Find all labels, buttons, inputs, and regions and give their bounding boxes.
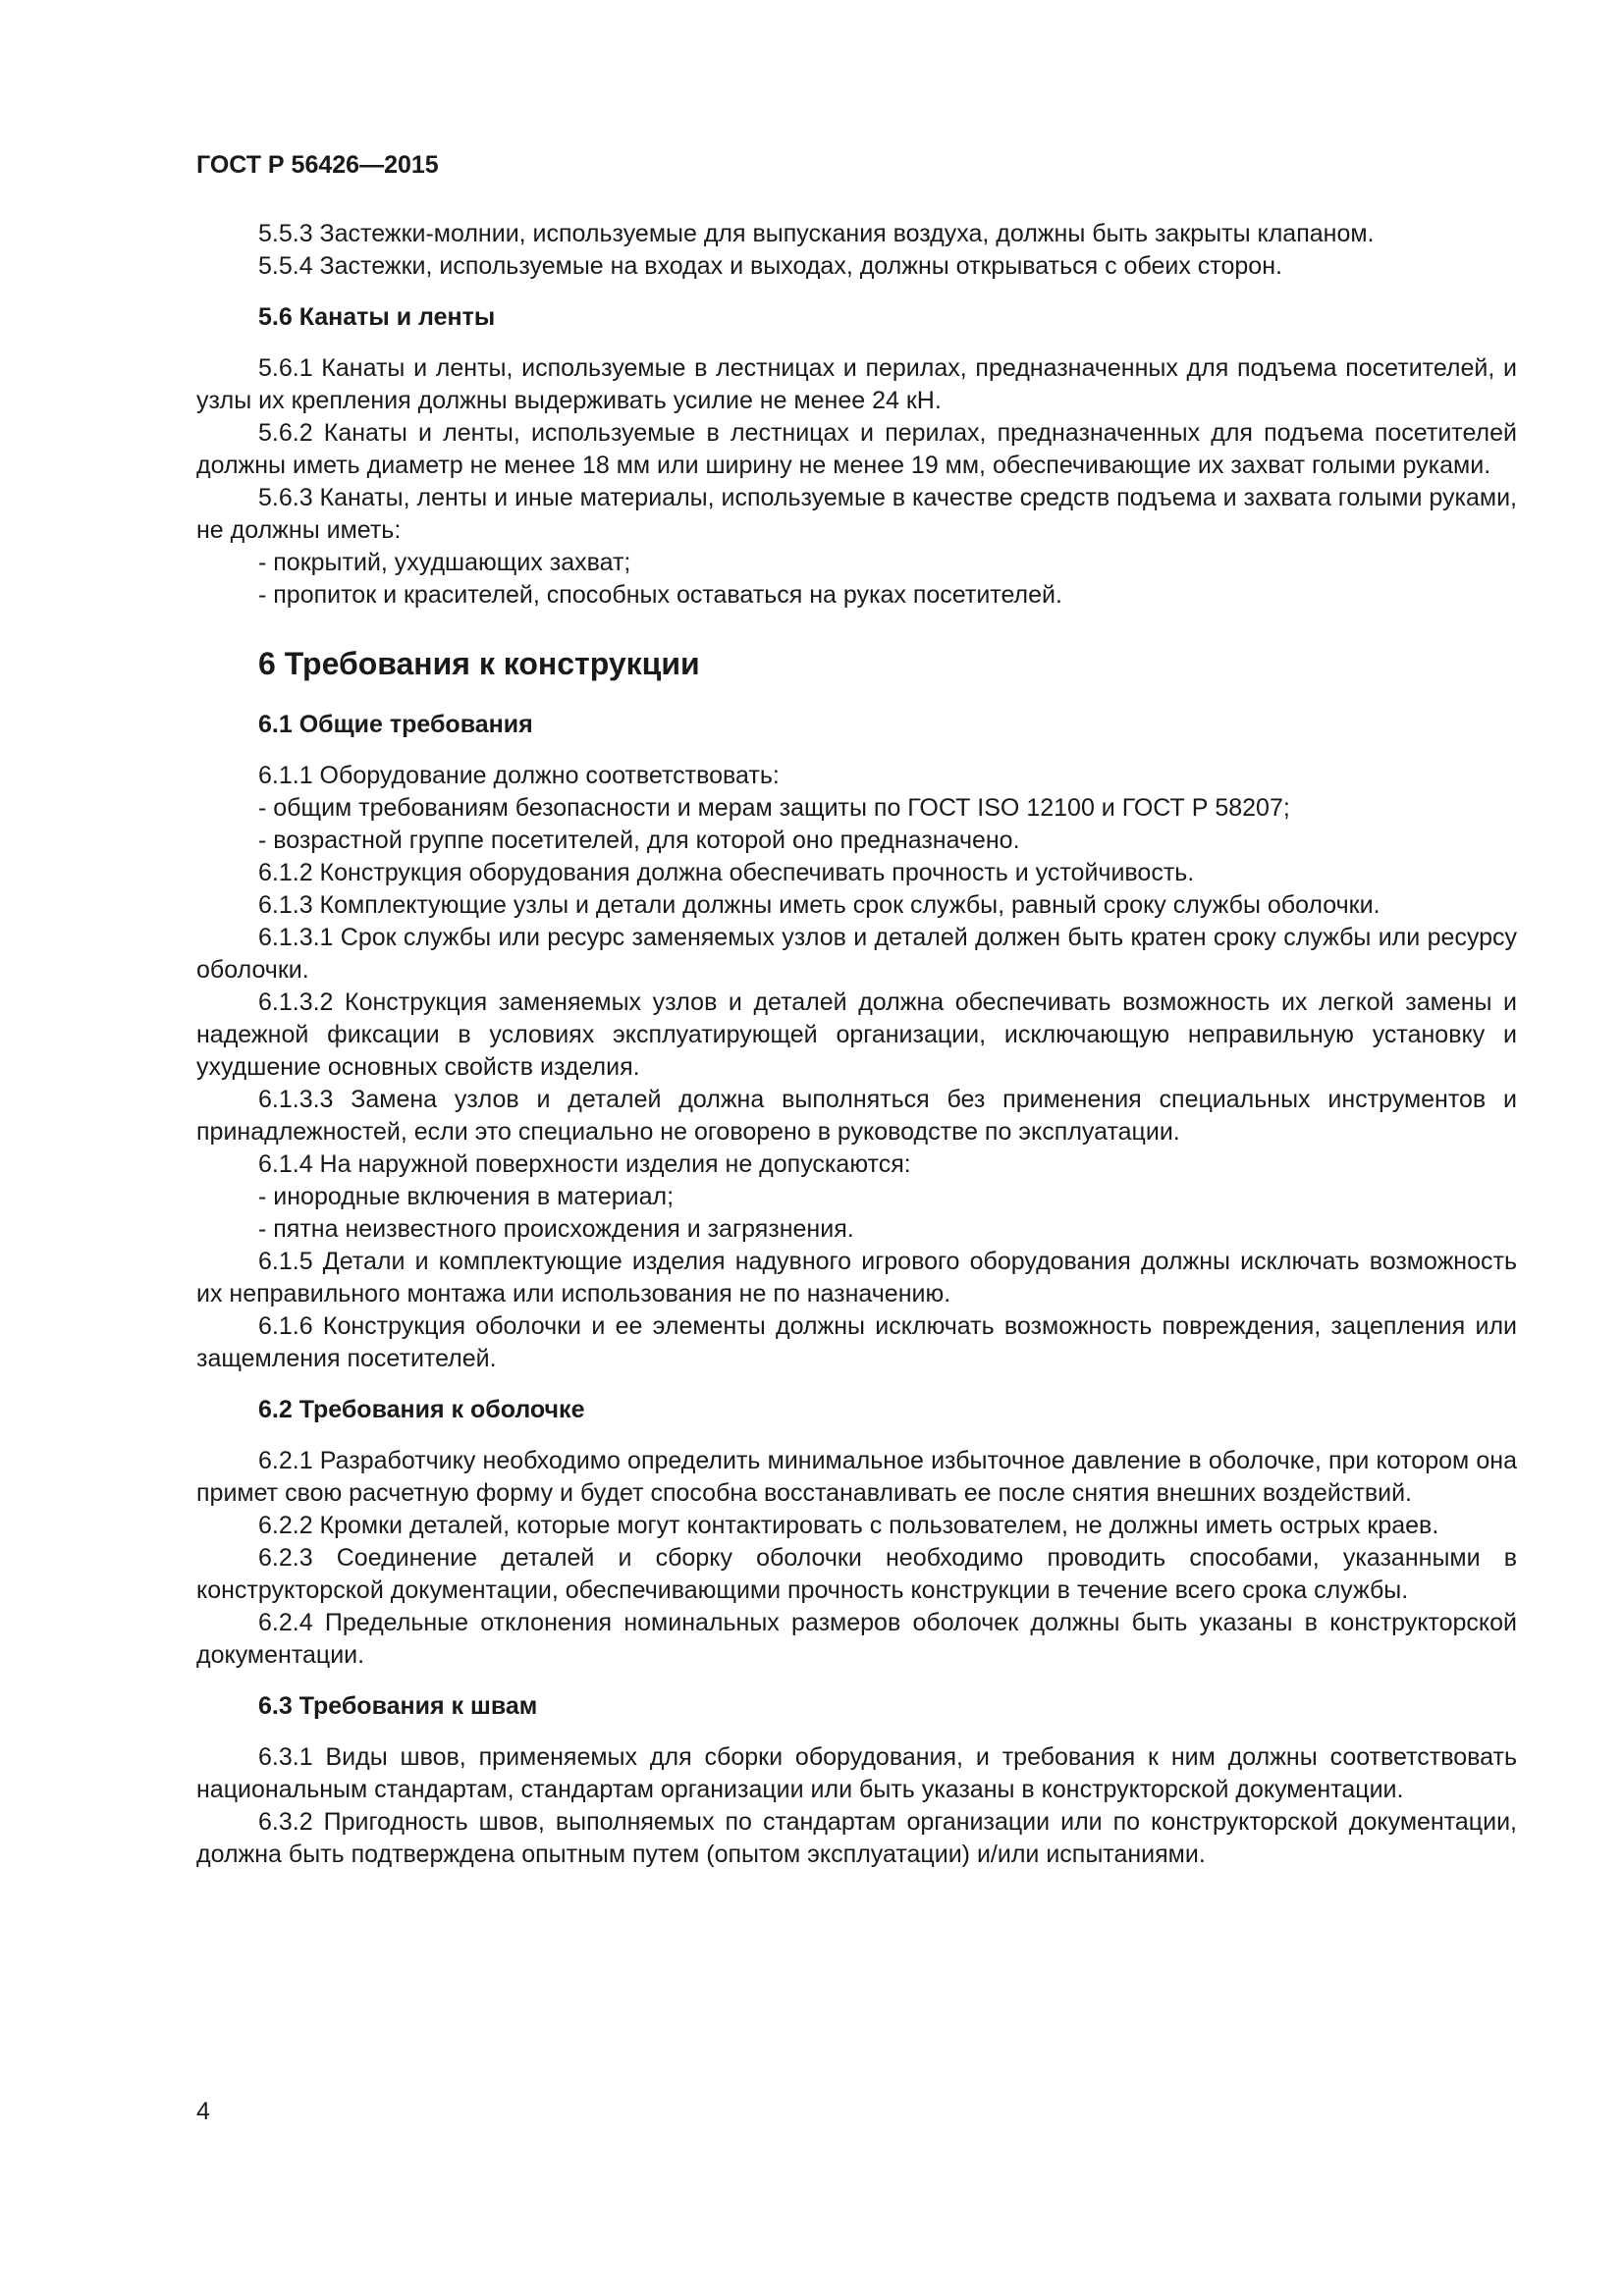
paragraph: 5.5.3 Застежки-молнии, используемые для выпускания воздуха, должны быть закрыты клапаном. xyxy=(258,220,1375,247)
paragraph: 6.1.3.2 Конструкция заменяемых узлов и деталей должна обеспечивать возможность их легкой замены и надежной фиксации в условиях эксплуатирующей организации, исключающую неправильную установку и ухудшение основных свойств изделия. xyxy=(196,988,1517,1081)
subsection-heading: 6.3 Требования к швам xyxy=(258,1692,538,1720)
paragraph: 5.5.4 Застежки, используемые на входах и выходах, должны открываться с обеих сторон. xyxy=(258,252,1282,280)
page-number: 4 xyxy=(196,2098,210,2125)
list-item: - инородные включения в материал; xyxy=(258,1183,675,1210)
document-page xyxy=(196,147,1517,1871)
paragraph: 6.2.2 Кромки деталей, которые могут контактировать с пользователем, не должны иметь острых краев. xyxy=(258,1512,1439,1539)
list-item: - пятна неизвестного происхождения и загрязнения. xyxy=(258,1215,854,1243)
paragraph: 6.1.3 Комплектующие узлы и детали должны иметь срок службы, равный сроку службы оболочки. xyxy=(258,891,1380,919)
paragraph: 6.1.6 Конструкция оболочки и ее элементы должны исключать возможность повреждения, зацепления или защемления посетителей. xyxy=(196,1312,1517,1372)
section-heading: 6 Требования к конструкции xyxy=(258,646,700,681)
paragraph: 6.1.2 Конструкция оборудования должна обеспечивать прочность и устойчивость. xyxy=(258,859,1195,886)
paragraph: 6.1.4 На наружной поверхности изделия не допускаются: xyxy=(258,1150,911,1178)
subsection-heading: 5.6 Канаты и ленты xyxy=(258,303,496,331)
paragraph: 6.1.1 Оборудование должно соответствовать: xyxy=(258,762,780,789)
subsection-heading: 6.2 Требования к оболочке xyxy=(258,1396,585,1423)
paragraph: 6.1.3.3 Замена узлов и деталей должна выполняться без применения специальных инструментов и принадлежностей, если это специально не оговорено в руководстве по эксплуатации. xyxy=(196,1086,1517,1146)
paragraph: 5.6.2 Канаты и ленты, используемые в лестницах и перилах, предназначенных для подъема посетителей должны иметь диаметр не менее 18 мм или ширину не менее 19 мм, обеспечивающие их захват голыми руками. xyxy=(196,419,1517,479)
paragraph: 6.3.1 Виды швов, применяемых для сборки оборудования, и требования к ним должны соответствовать национальным стандартам, стандартам организации или быть указаны в конструкторской документации. xyxy=(196,1743,1517,1803)
list-item: - общим требованиям безопасности и мерам защиты по ГОСТ ISO 12100 и ГОСТ Р 58207; xyxy=(258,794,1290,822)
paragraph: 6.2.1 Разработчику необходимо определить минимальное избыточное давление в оболочке, при котором она примет свою расчетную форму и будет способна восстанавливать ее после снятия внешних воздействий. xyxy=(196,1447,1517,1507)
paragraph: 6.2.3 Соединение деталей и сборку оболочки необходимо проводить способами, указанными в конструкторской документации, обеспечивающими прочность конструкции в течение всего срока службы. xyxy=(196,1544,1517,1604)
list-item: - возрастной группе посетителей, для которой оно предназначено. xyxy=(258,827,1020,854)
paragraph: 6.3.2 Пригодность швов, выполняемых по стандартам организации или по конструкторской документации, должна быть подтверждена опытным путем (опытом эксплуатации) и/или испытаниями. xyxy=(196,1808,1517,1868)
subsection-heading: 6.1 Общие требования xyxy=(258,711,533,738)
paragraph: 6.1.5 Детали и комплектующие изделия надувного игрового оборудования должны исключать возможность их неправильного монтажа или использования не по назначению. xyxy=(196,1248,1517,1308)
document-header: ГОСТ Р 56426—2015 xyxy=(196,151,439,179)
paragraph: 6.1.3.1 Срок службы или ресурс заменяемых узлов и деталей должен быть кратен сроку службы или ресурсу оболочки. xyxy=(196,924,1517,984)
list-item: - покрытий, ухудшающих захват; xyxy=(258,549,631,576)
paragraph: 6.2.4 Предельные отклонения номинальных размеров оболочек должны быть указаны в конструкторской документации. xyxy=(196,1609,1517,1669)
paragraph: 5.6.1 Канаты и ленты, используемые в лестницах и перилах, предназначенных для подъема посетителей, и узлы их крепления должны выдерживать усилие не менее 24 кН. xyxy=(196,354,1517,414)
list-item: - пропиток и красителей, способных оставаться на руках посетителей. xyxy=(258,581,1062,609)
paragraph: 5.6.3 Канаты, ленты и иные материалы, используемые в качестве средств подъема и захвата голыми руками, не должны иметь: xyxy=(196,484,1517,544)
